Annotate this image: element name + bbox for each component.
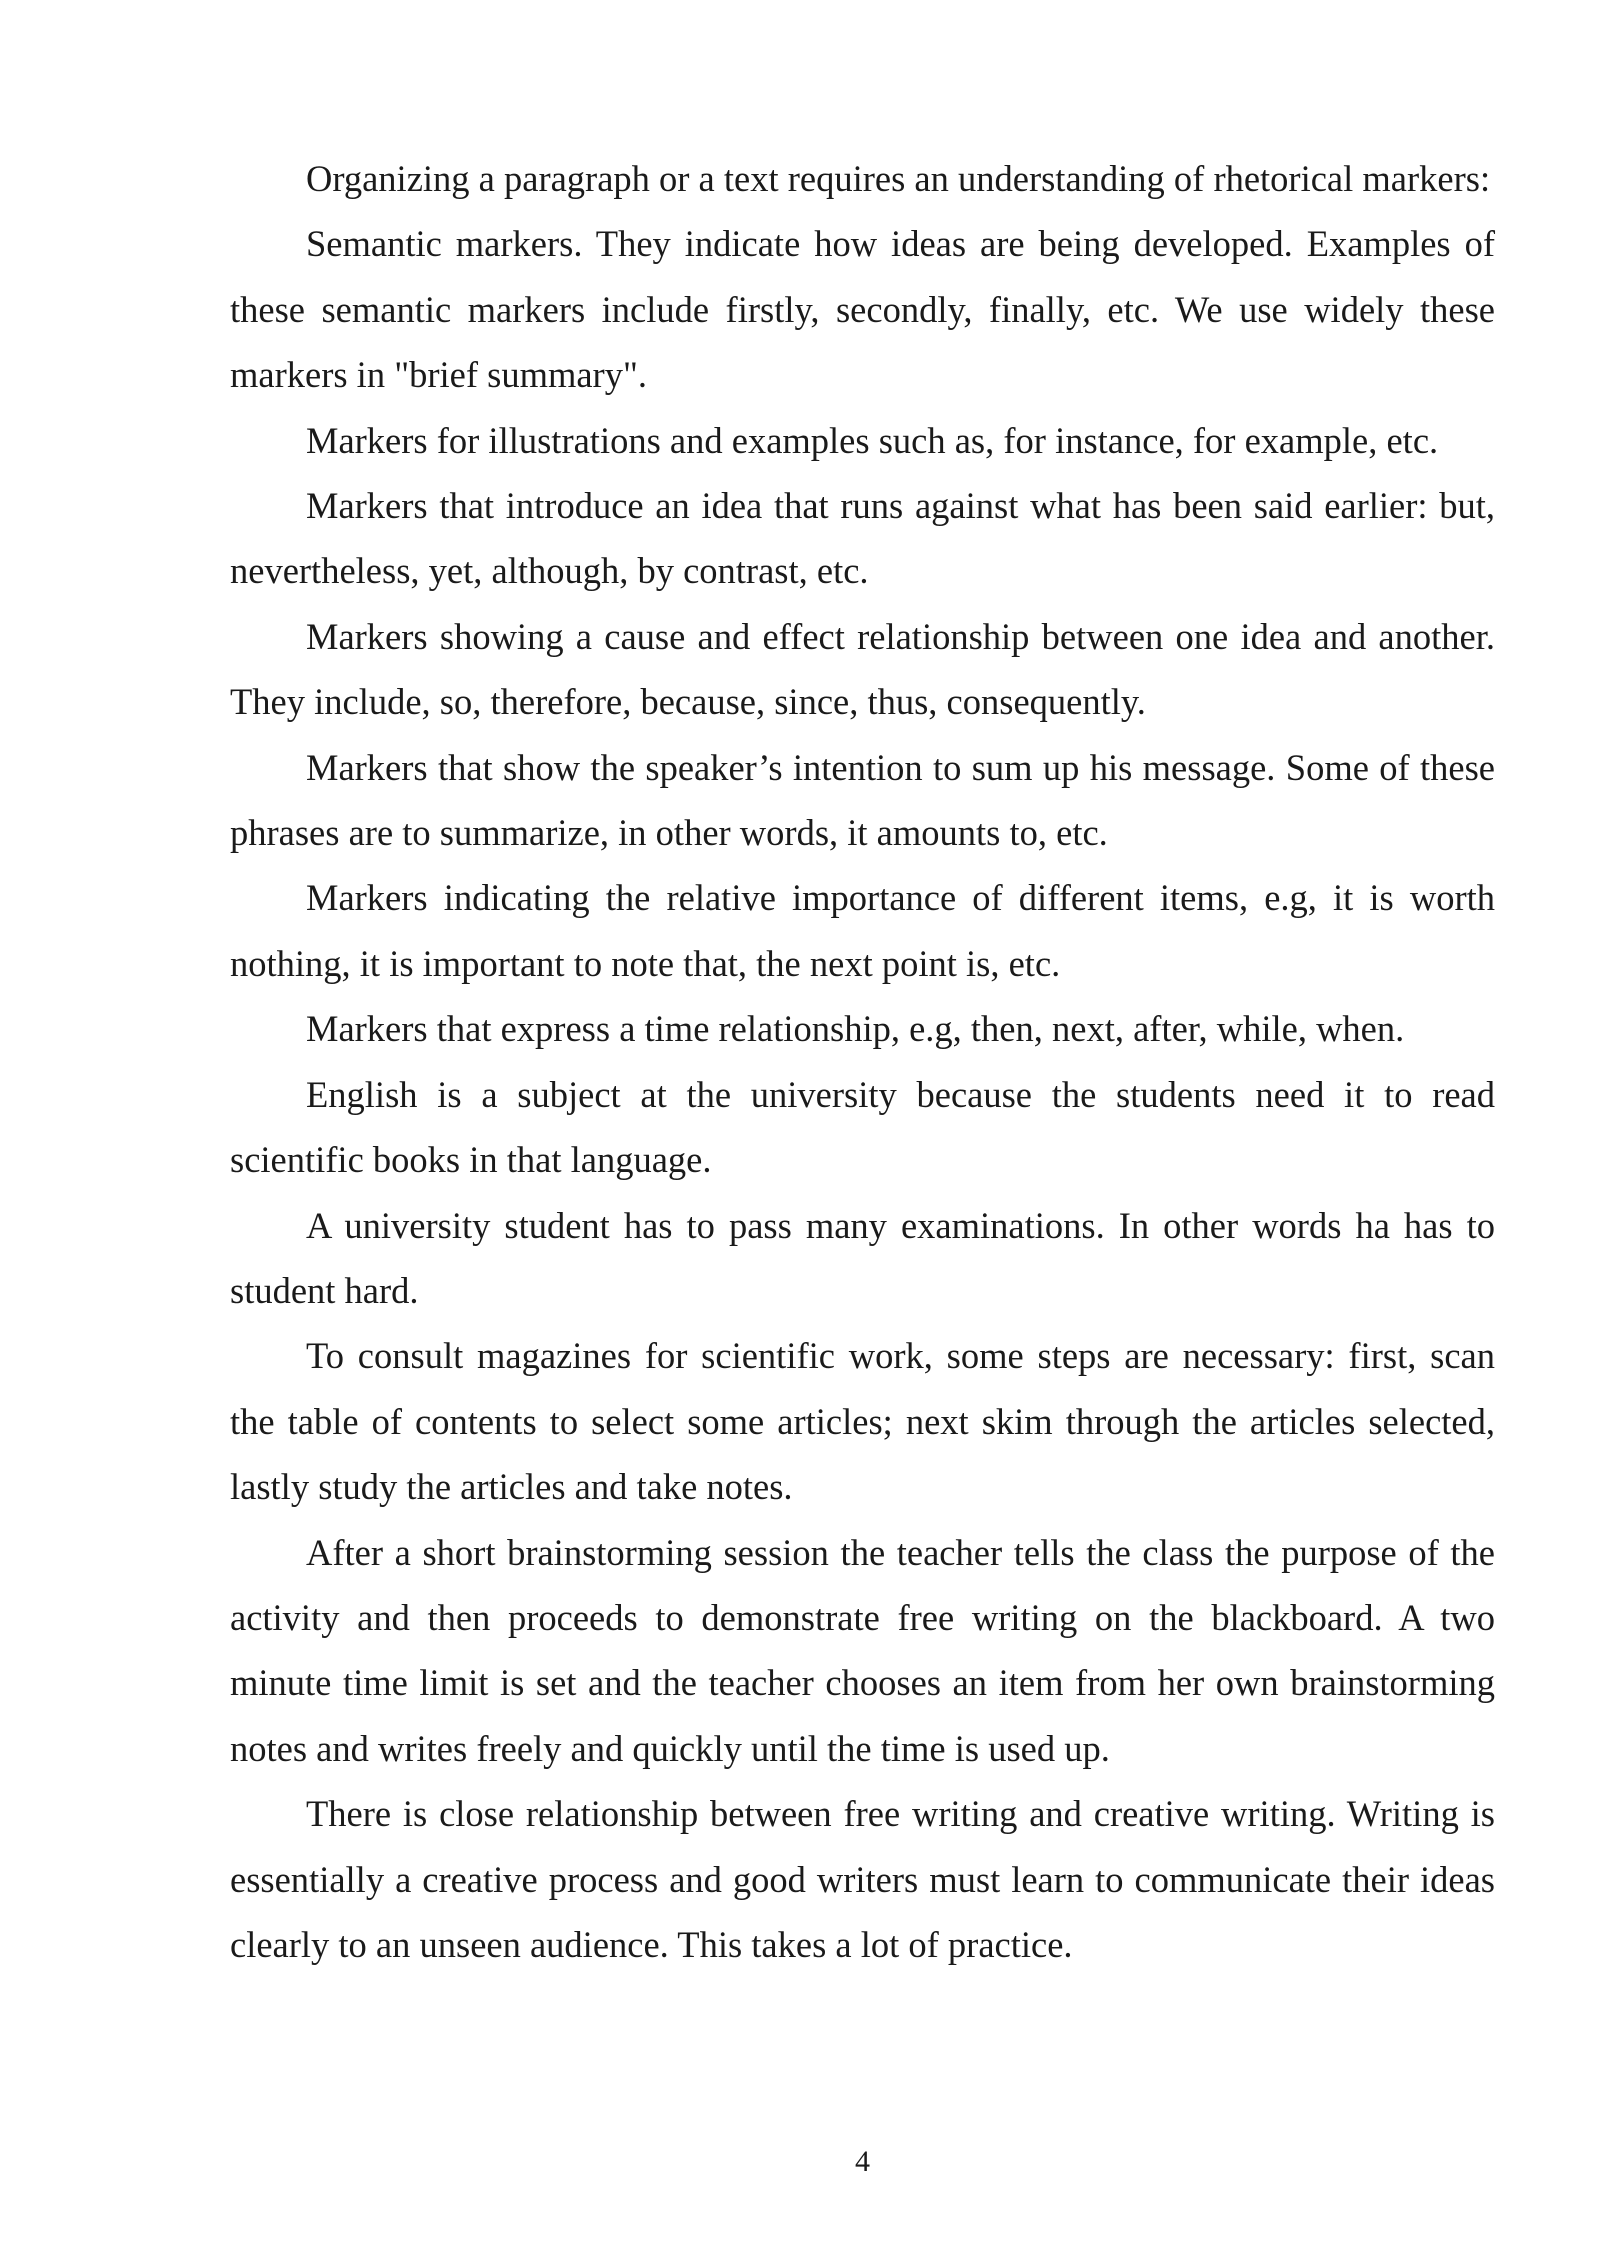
paragraph-time-markers: Markers that express a time relationship, e.g, then, next, after, while, when. <box>306 1008 1405 1050</box>
paragraph-illustration-markers: Markers for illustrations and examples such as, for instance, for example, etc. <box>306 419 1439 461</box>
paragraph-english-example: English is a subject at the university because the students need it to read scientific books in that language. <box>230 1073 1495 1181</box>
paragraph-magazines-example: To consult magazines for scientific work, some steps are necessary: first, scan the table of contents to select some articles; next skim through the articles selected, lastly study the articles and take notes. <box>230 1335 1495 1508</box>
paragraph-summary-markers: Markers that show the speaker’s intention to sum up his message. Some of these phrases are to summarize, in other words, it amounts to, etc. <box>230 746 1495 854</box>
paragraph-cause-effect-markers: Markers showing a cause and effect relationship between one idea and another. They include, so, therefore, because, since, thus, consequently. <box>230 615 1495 723</box>
paragraph-examinations-example: A university student has to pass many examinations. In other words ha has to student hard. <box>230 1204 1495 1311</box>
paragraph-free-creative-writing: There is close relationship between free writing and creative writing. Writing is essentially a creative process and good writers must learn to communicate their ideas clearly to an unseen audience. This takes a lot of practice. <box>230 1793 1495 1965</box>
paragraph-contrast-markers: Markers that introduce an idea that runs against what has been said earlier: but, nevertheless, yet, although, by contrast, etc. <box>230 485 1495 592</box>
paragraph-rhetorical-markers-intro: Organizing a paragraph or a text requires an understanding of rhetorical markers: <box>306 158 1491 199</box>
paragraph-brainstorming-session: After a short brainstorming session the teacher tells the class the purpose of the activity and then proceeds to demonstrate free writing on the blackboard. A two minute time limit is set and the teacher chooses an item from her own brainstorming notes and writes freely and quickly until the time is used up. <box>230 1531 1495 1769</box>
body-text <box>230 146 1495 1977</box>
page-number: 4 <box>855 2145 870 2178</box>
paragraph-semantic-markers: Semantic markers. They indicate how ideas are being developed. Examples of these semantic markers include firstly, secondly, finally, etc. We use widely these markers in "brief summary". <box>230 223 1495 396</box>
paragraph-importance-markers: Markers indicating the relative importance of different items, e.g, it is worth nothing, it is important to note that, the next point is, etc. <box>230 877 1495 984</box>
